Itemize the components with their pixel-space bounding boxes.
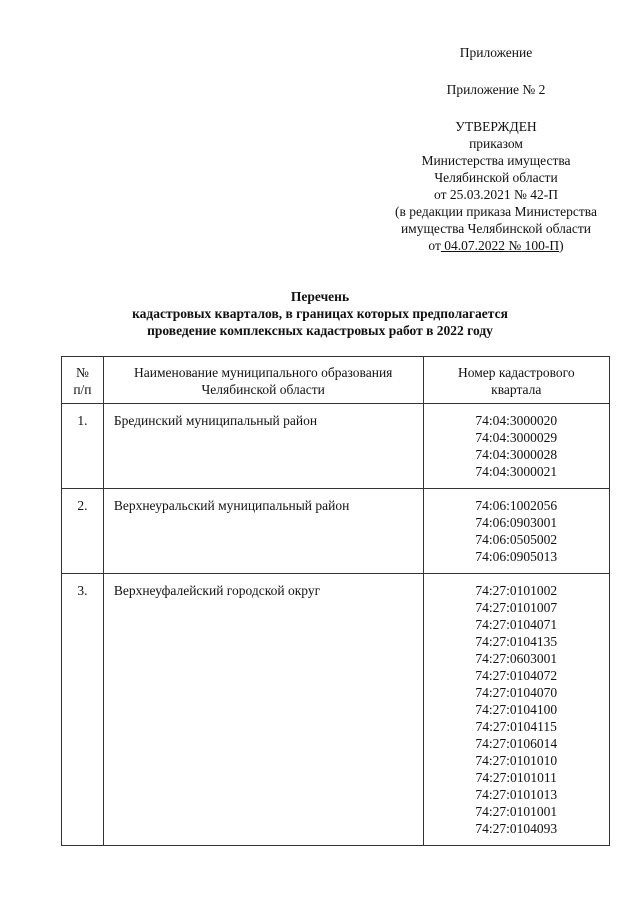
header-cadastral-number [423,357,609,404]
municipality-name: Верхнеуфалейский городской округ [103,574,423,846]
ministry-line-2: Челябинской области [434,170,558,185]
cadastral-quarter-number: 74:27:0101007 [475,600,558,615]
header-number [62,357,104,404]
cadastral-quarter-number: 74:27:0104115 [475,719,557,734]
order-date-number: от 25.03.2021 № 42-П [434,187,558,202]
revision-line-1: (в редакции приказа Министерства [395,204,597,219]
revision-close: ) [559,238,564,253]
revision-line-3 [370,237,622,254]
cadastral-quarter-number: 74:27:0101010 [475,753,558,768]
appendix-label: Приложение [459,45,533,60]
cadastral-quarter-number: 74:27:0101013 [475,787,558,802]
header-cadastral-line-2: квартала [491,382,542,397]
municipality-name: Верхнеуральский муниципальный район [103,489,423,574]
cadastral-quarters-cell [423,489,609,574]
title-line-2: кадастровых кварталов, в границах которых предполагается [132,306,508,321]
municipality-name: Брединский муниципальный район [103,404,423,489]
header-number-line-2: п/п [73,382,92,397]
document-title [60,288,580,339]
cadastral-quarter-number: 74:27:0101011 [475,770,557,785]
cadastral-quarter-number: 74:27:0106014 [475,736,558,751]
ministry-line-1: Министерства имущества [421,153,571,168]
cadastral-quarter-number: 74:27:0104071 [475,617,558,632]
table-row [62,574,610,846]
cadastral-quarter-number: 74:04:3000020 [475,413,558,428]
header-municipality-line-2: Челябинской области [201,382,325,397]
cadastral-quarter-number: 74:06:1002056 [475,498,558,513]
header-municipality-line-1: Наименование муниципального образования [133,365,393,380]
cadastral-quarter-number: 74:06:0905013 [475,549,558,564]
revision-date: 04.07.2022 [440,238,509,253]
cadastral-quarter-number: 74:27:0104072 [475,668,558,683]
header-number-line-1: № [75,365,89,380]
cadastral-quarter-number: 74:04:3000029 [475,430,558,445]
cadastral-quarters-cell [423,404,609,489]
header-cadastral-line-1: Номер кадастрового [457,365,575,380]
revision-prefix: от [428,238,441,253]
table-body [62,404,610,846]
appendix-number: Приложение № 2 [446,82,546,97]
cadastral-quarter-number: 74:27:0101001 [475,804,558,819]
table-header-row [62,357,610,404]
cadastral-quarter-number: 74:27:0104070 [475,685,558,700]
title-line-3: проведение комплексных кадастровых работ в 2022 году [147,323,493,338]
table-row [62,404,610,489]
cadastral-quarter-number: 74:04:3000021 [475,464,558,479]
row-number: 1. [62,404,104,489]
title-line-1: Перечень [290,289,350,304]
cadastral-quarter-number: 74:27:0101002 [475,583,558,598]
row-number: 2. [62,489,104,574]
header-municipality [103,357,423,404]
revision-number: 100-П [521,238,560,253]
cadastral-quarter-number: 74:06:0903001 [475,515,558,530]
cadastral-quarter-number: 74:27:0104093 [475,821,558,836]
revision-line-2: имущества Челябинской области [400,221,592,236]
row-number: 3. [62,574,104,846]
cadastral-quarter-number: 74:06:0505002 [475,532,558,547]
cadastral-quarters-cell [423,574,609,846]
table-row [62,489,610,574]
cadastral-quarter-number: 74:27:0104100 [475,702,558,717]
approval-header [370,0,622,254]
approved-label: УТВЕРЖДЕН [455,119,537,134]
cadastral-quarters-table [61,356,610,846]
cadastral-quarter-number: 74:27:0104135 [475,634,558,649]
order-label: приказом [469,136,523,151]
revision-number-sign: № [508,238,522,253]
cadastral-quarter-number: 74:27:0603001 [475,651,558,666]
cadastral-quarter-number: 74:04:3000028 [475,447,558,462]
